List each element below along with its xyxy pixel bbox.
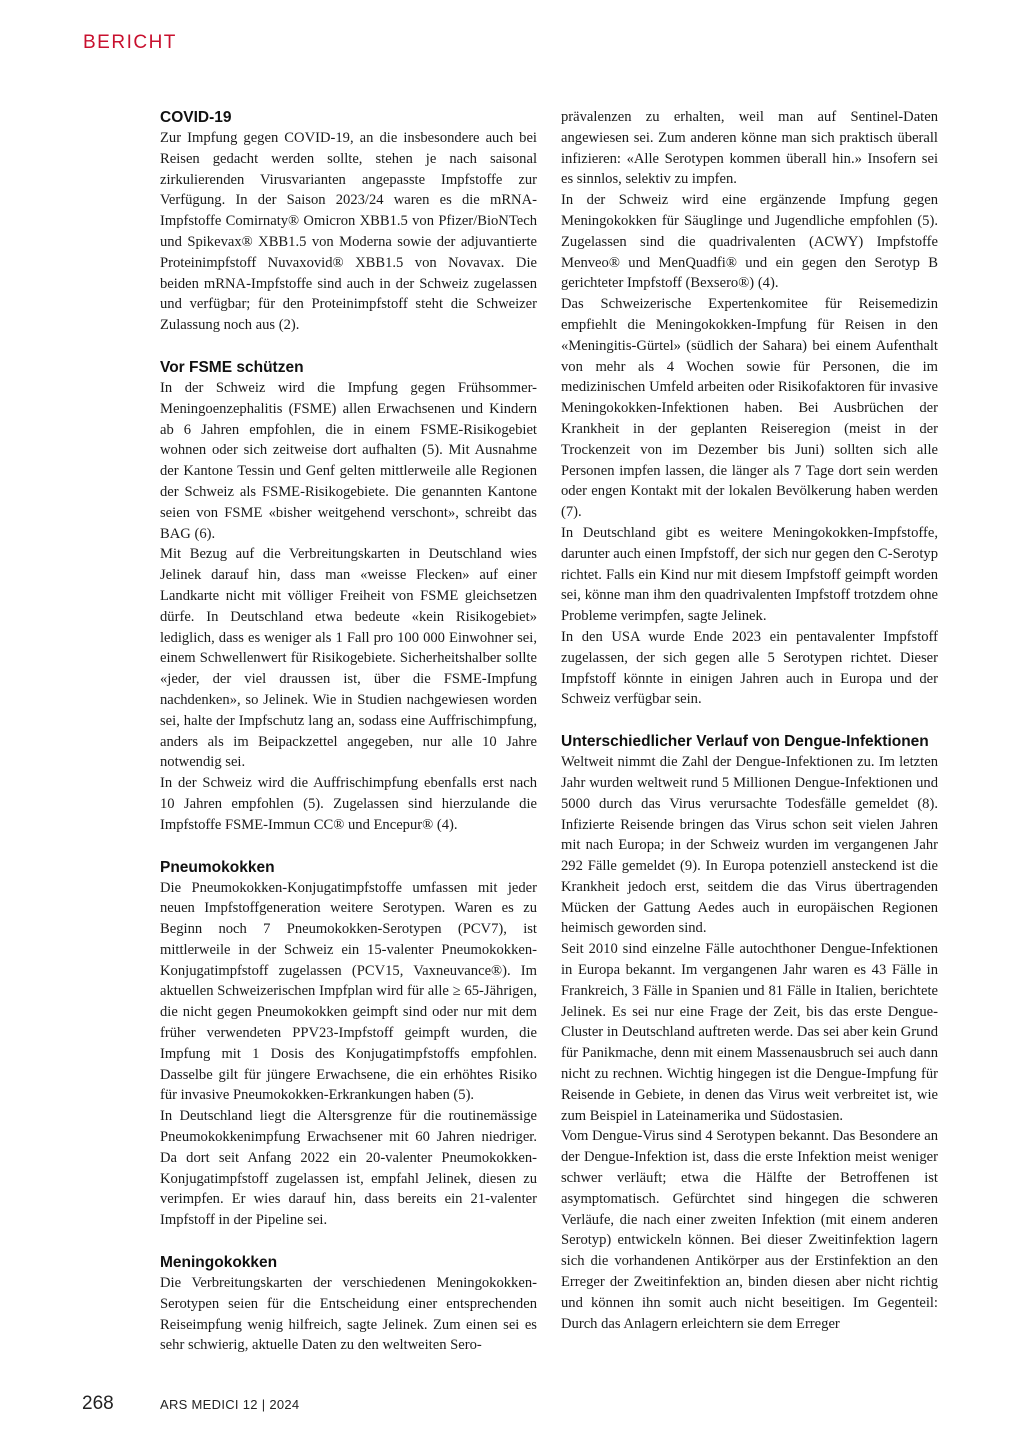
body-paragraph: prävalenzen zu erhalten, weil man auf Sentinel-Daten angewiesen sei. Zum anderen könne man sich praktisch überall infizieren: «Alle Serotypen kommen überall hin.» Insofern sei es sinnlos, selektiv zu impfen. <box>561 109 938 188</box>
body-paragraph: In der Schweiz wird die Impfung gegen Frühsommer-Meningoenzephalitis (FSME) allen Erwachsenen und Kindern ab 6 Jahren empfohlen, die in einem FSME-Risikogebiet wohnen oder sich zeitweise dort aufhalten (5). Mit Ausnahme der Kantone Tessin und Genf gelten mittlerweile alle Regionen der Schweiz als FSME-Risikogebiete. Die genannten Kantone seien von FSME «bisher weitgehend verschont», schreibt das BAG (6). <box>160 379 537 542</box>
body-paragraph: Das Schweizerische Expertenkomitee für Reisemedizin empfiehlt die Meningokokken-Impfung für Reisen in den «Meningitis-Gürtel» (südlich der Sahara) bei einem Aufenthalt von mehr als 4 Wochen sowie für Personen, die im medizinischen Umfeld arbeiten oder Risikofaktoren für invasive Meningokokken-Infektionen haben. Bei Ausbrüchen der Krankheit in der geplanten Reiseregion (meist in der Trockenzeit von im Dezember bis Juni) sollten sich alle Personen impfen lassen, die länger als 7 Tage dort sein werden oder engen Kontakt mit der lokalen Bevölkerung haben werden (7). <box>561 296 938 521</box>
body-paragraph: Mit Bezug auf die Verbreitungskarten in Deutschland wies Jelinek darauf hin, dass man «weisse Flecken» auf einer Landkarte nicht mit völliger Freiheit von FSME gleichsetzen dürfe. In Deutschland etwa bedeute «kein Risikogebiet» lediglich, dass es weniger als 1 Fall pro 100 000 Einwohner sei, einem Schwellenwert für Risikogebiete. Sicherheitshalber sollte «jeder, der viel draussen ist, über die FSME-Impfung nachdenken», so Jelinek. Wie in Studien nachgewiesen worden sei, halte der Impfschutz lang an, sodass eine Auffrischimpfung, anders als im Beipackzettel angegeben, nur alle 10 Jahre notwendig sei. <box>160 546 537 771</box>
section-heading: COVID-19 <box>160 109 232 126</box>
journal-issue: ARS MEDICI 12 | 2024 <box>160 1397 300 1412</box>
body-paragraph: Die Verbreitungskarten der verschiedenen Meningokokken-Serotypen seien für die Entscheidung einer entsprechenden Reiseimpfung wenig hilfreich, sagte Jelinek. Zum einen sei es sehr schwierig, aktuelle Daten zu den weltweiten Sero- <box>160 1275 537 1354</box>
right-column <box>561 107 938 1334</box>
body-paragraph: Die Pneumokokken-Konjugatimpfstoffe umfassen mit jeder neuen Impfstoffgeneration weitere Serotypen. Waren es zu Beginn noch 7 Pneumokokken-Serotypen (PCV7), ist mittlerweile in der Schweiz ein 15-valenter Pneumokokken-Konjugatimpfstoff zugelassen (PCV15, Vaxneuvance®). Im aktuellen Schweizerischen Impfplan wird für alle ≥ 65-Jährigen, die nicht gegen Pneumokokken geimpft sind oder nur mit dem früher verwendeten PPV23-Impfstoff geimpft wurden, die Impfung mit 1 Dosis des Konjugatimpfstoffs empfohlen. Dasselbe gilt für jüngere Erwachsene, die ein erhöhtes Risiko für invasive Pneumokokken-Erkrankungen haben (5). <box>160 879 537 1104</box>
body-paragraph: In Deutschland liegt die Altersgrenze für die routinemässige Pneumokokkenimpfung Erwachsener mit 60 Jahren niedriger. Da dort seit Anfang 2022 ein 20-valenter Pneumokokken-Konjugatimpfstoff zugelassen ist, empfahl Jelinek, diesen zu verimpfen. Er wies darauf hin, dass bereits ein 21-valenter Impfstoff in der Pipeline sei. <box>160 1108 537 1229</box>
body-paragraph: Weltweit nimmt die Zahl der Dengue-Infektionen zu. Im letzten Jahr wurden weltweit rund 5 Millionen Dengue-Infektionen und 5000 durch das Virus verursachte Todesfälle gemeldet (8). Infizierte Reisende bringen das Virus schon seit vielen Jahren mit nach Europa; in der Schweiz wurden im vergangenen Jahr 292 Fälle gemeldet (9). In Europa potenziell ansteckend ist die Krankheit jedoch erst, seitdem die das Virus übertragenden Mücken der Gattung Aedes auch in europäischen Regionen heimisch geworden sind. <box>561 754 938 937</box>
body-paragraph: Seit 2010 sind einzelne Fälle autochthoner Dengue-Infektionen in Europa bekannt. Im vergangenen Jahr waren es 43 Fälle in Frankreich, 3 Fälle in Spanien und 81 Fälle in Italien, berichtete Jelinek. Es sei nur eine Frage der Zeit, bis das erste Dengue-Cluster in Deutschland auftreten werde. Das sei aber kein Grund für Panikmache, denn mit einem Massenausbruch sei auch dann nicht zu rechnen. Wichtig hingegen ist die Dengue-Impfung für Reisende in Gebiete, in denen das Virus weit verbreitet ist, wie zum Beispiel in Lateinamerika und Südostasien. <box>561 941 938 1124</box>
section-heading: Pneumokokken <box>160 858 275 876</box>
body-paragraph: Zur Impfung gegen COVID-19, an die insbesondere auch bei Reisen gedacht werden sollte, stehen je nach saisonal zirkulierenden Virusvarianten angepasste Impfstoffe zur Verfügung. In der Saison 2023/24 waren es die mRNA-Impfstoffe Comirnaty® Omicron XBB1.5 von Pfizer/BioNTech und Spikevax® XBB1.5 von Moderna sowie der adjuvantierte Proteinimpfstoff Nuvaxovid® XBB1.5 von Novavax. Die beiden mRNA-Impfstoffe sind auch in der Schweiz zugelassen und verfügbar; für den Proteinimpfstoff steht die Schweizer Zulassung noch aus (2). <box>160 130 537 334</box>
section-heading: Vor FSME schützen <box>160 358 304 376</box>
left-column <box>160 107 537 1356</box>
section-heading: Meningokokken <box>160 1254 278 1272</box>
body-paragraph: In der Schweiz wird die Auffrischimpfung ebenfalls erst nach 10 Jahren empfohlen (5). Zugelassen sind hierzulande die Impfstoffe FSME-Immun CC® und Encepur® (4). <box>160 775 537 833</box>
body-paragraph: In den USA wurde Ende 2023 ein pentavalenter Impfstoff zugelassen, der sich gegen alle 5 Serotypen richtet. Dieser Impfstoff könnte in einigen Jahren auch in Europa und der Schweiz verfügbar sein. <box>561 628 938 708</box>
section-label: BERICHT <box>83 32 177 53</box>
body-paragraph: In der Schweiz wird eine ergänzende Impfung gegen Meningokokken für Säuglinge und Jugendliche empfohlen (5). Zugelassen sind die quadrivalenten (ACWY) Impfstoffe Menveo® und MenQuadfi® und ein gegen den Serotyp B gerichteter Impfstoff (Bexsero®) (4). <box>561 192 938 292</box>
page-number: 268 <box>82 1393 114 1414</box>
body-paragraph: Vom Dengue-Virus sind 4 Serotypen bekannt. Das Besondere an der Dengue-Infektion ist, dass die erste Infektion meist weniger schwer verläuft; etwa die Hälfte der Betroffenen ist asymptomatisch. Gefürchtet sind hingegen die schweren Verläufe, die nach einer zweiten Infektion (mit einem anderen Serotyp) entwickeln können. Bei dieser Zweitinfektion lagern sich die vorhandenen Antikörper aus der Erstinfektion an den Erreger der Zweitinfektion an, binden diesen aber nicht richtig und können ihn somit auch nicht beseitigen. Im Gegenteil: Durch das Anlagern erleichtern sie dem Erreger <box>561 1128 938 1332</box>
body-paragraph: In Deutschland gibt es weitere Meningokokken-Impfstoffe, darunter auch einen Impfstoff, der sich nur gegen den C-Serotyp richtet. Falls ein Kind nur mit diesem Impfstoff geimpft worden sei, könne man ihm den quadrivalenten Impfstoff trotzdem ohne Probleme verimpfen, sagte Jelinek. <box>561 524 938 625</box>
section-heading: Unterschiedlicher Verlauf von Dengue-Infektionen <box>561 733 929 751</box>
